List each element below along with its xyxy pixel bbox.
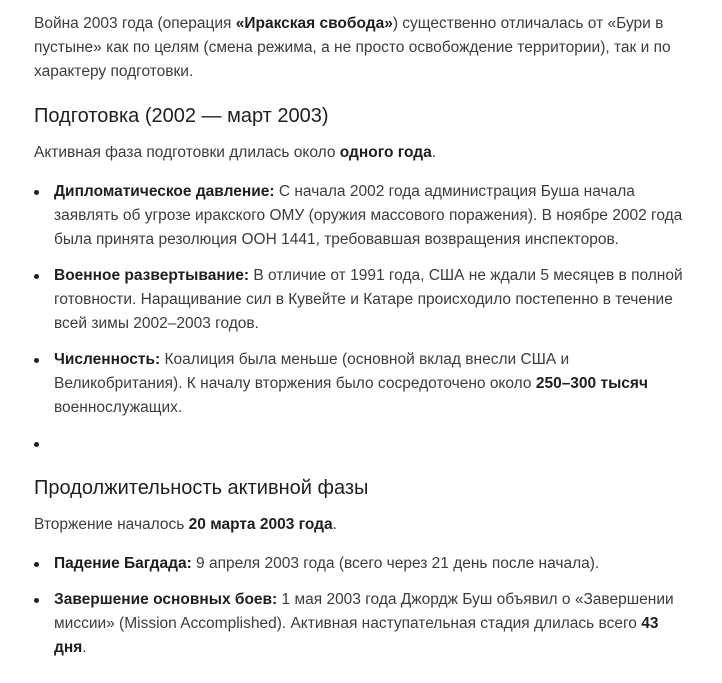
- preparation-list: [34, 180, 694, 456]
- duration-lead-text-1: Вторжение началось: [34, 516, 189, 533]
- list-item-text: С начала 2002 года администрация Буша начала заявлять об угрозе иракского ОМУ (оружия массового поражения). В ноябре 2002 года была принята резолюция ООН 1441, требовавшая возвращения инспекторов.: [54, 183, 683, 248]
- preparation-lead-text-2: .: [431, 144, 437, 161]
- list-item-text-1: 1 мая 2003 года Джордж Буш объявил о «Завершении миссии» (Mission Accomplished). Активная наступательная стадия длилась всего: [54, 591, 674, 632]
- section-heading-preparation: Подготовка (2002 — март 2003): [34, 105, 329, 127]
- list-item-bold: 43 дня: [54, 615, 659, 656]
- intro-paragraph: [34, 12, 694, 84]
- bullet-icon: [34, 442, 39, 447]
- list-item-label: Дипломатическое давление:: [54, 183, 275, 200]
- duration-lead-bold: 20 марта 2003 года: [188, 516, 333, 533]
- duration-lead: [34, 513, 694, 537]
- article-content: [34, 12, 694, 660]
- bullet-icon: [34, 274, 39, 279]
- list-item: [34, 348, 694, 420]
- preparation-lead-text-1: Активная фаза подготовки длилась около: [34, 144, 340, 161]
- preparation-lead-bold: одного года: [339, 144, 432, 161]
- intro-operation-name: «Иракская свобода»: [235, 15, 393, 32]
- list-item-label: Завершение основных боев:: [54, 591, 278, 608]
- empty-list-item: [34, 432, 694, 456]
- list-item: [34, 552, 694, 576]
- list-item-bold: 250–300 тысяч: [535, 375, 648, 392]
- list-item-text-2: .: [82, 639, 87, 656]
- bullet-icon: [34, 190, 39, 195]
- list-item-label: Падение Багдада:: [54, 555, 192, 572]
- intro-text-2: ) существенно отличалась от «Бури в пустыне» как по целям (смена режима, а не просто освобождение территории), так и по характеру подготовки.: [34, 15, 671, 80]
- intro-text-1: Война 2003 года (операция: [34, 15, 236, 32]
- list-item-label: Численность:: [54, 351, 161, 368]
- duration-list: [34, 552, 694, 660]
- duration-lead-text-2: .: [332, 516, 337, 533]
- list-item-text-2: военнослужащих.: [54, 399, 183, 416]
- list-item-text-1: Коалиция была меньше (основной вклад внесли США и Великобритания). К началу вторжения было сосредоточено около: [54, 351, 570, 392]
- list-item-label: Военное развертывание:: [54, 267, 250, 284]
- list-item: [34, 180, 694, 252]
- list-item: [34, 588, 694, 660]
- bullet-icon: [34, 598, 39, 603]
- preparation-lead: [34, 141, 694, 165]
- bullet-icon: [34, 358, 39, 363]
- list-item: [34, 264, 694, 336]
- bullet-icon: [34, 562, 39, 567]
- section-heading-duration: Продолжительность активной фазы: [34, 477, 369, 499]
- list-item-text: В отличие от 1991 года, США не ждали 5 месяцев в полной готовности. Наращивание сил в Кувейте и Катаре происходило постепенно в течение всей зимы 2002–2003 годов.: [54, 267, 683, 332]
- list-item-text: 9 апреля 2003 года (всего через 21 день после начала).: [191, 555, 600, 572]
